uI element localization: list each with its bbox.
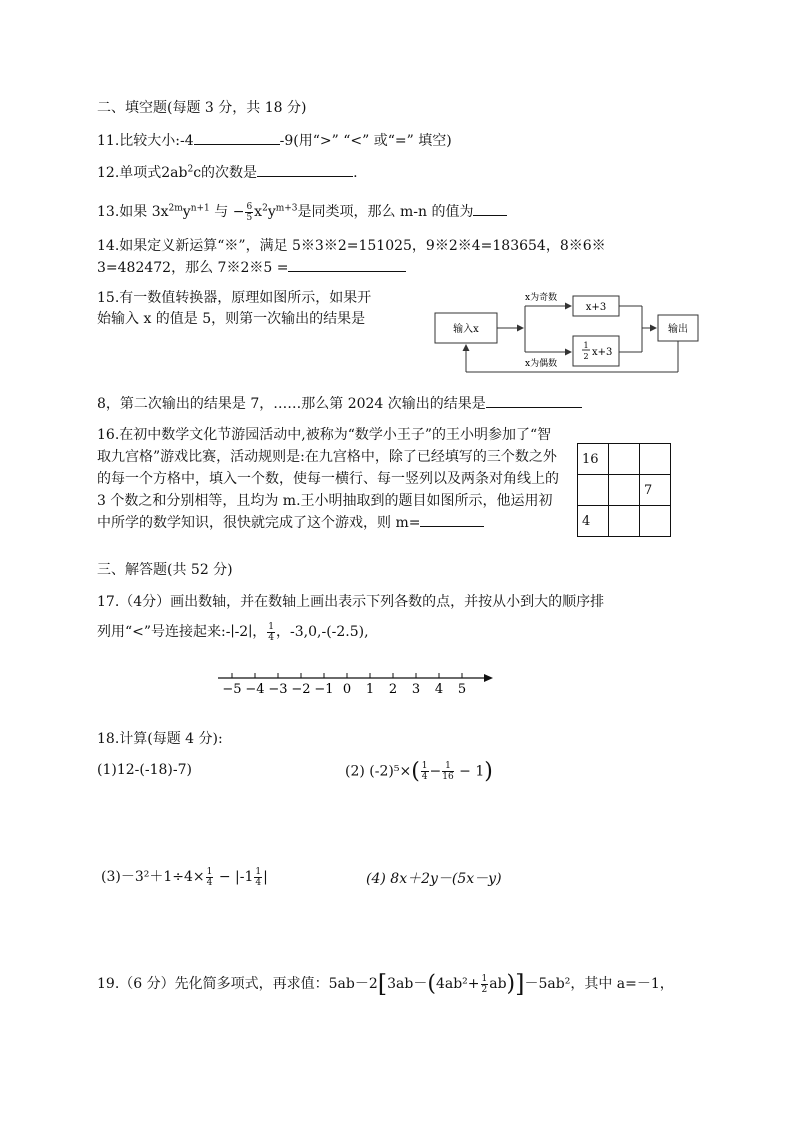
q15-line1: 15.有一数值转换器，原理如图所示，如果开 bbox=[97, 290, 372, 306]
q19-text: 19.（6 分）先化简多项式，再求值：5ab－2 bbox=[97, 976, 378, 992]
axis-tick-label: 4 bbox=[434, 682, 444, 697]
q17-line2 bbox=[97, 621, 369, 643]
q12-tail: . bbox=[353, 165, 358, 181]
question-13: 13.如果 $3x^{2m}y^{n+1}$ 与 − $\frac{6}{5}$ $x^2y^{m+3}$是同类项，那么 m-n 的值为 bbox=[97, 201, 507, 223]
odd-label: x为奇数 bbox=[525, 293, 558, 303]
axis-tick-label: −1 bbox=[314, 682, 334, 697]
q18-part4: (4) 8x＋2y－(5x－y) bbox=[366, 871, 502, 887]
q11-text: 11.比较大小:-4 bbox=[97, 133, 194, 149]
section-title: 三、解答题(共 52 分) bbox=[97, 562, 233, 578]
axis-tick-label: 1 bbox=[365, 682, 375, 697]
q14-line2 bbox=[97, 257, 406, 277]
q13-text: 与 bbox=[209, 204, 233, 220]
q13-fraction: $\frac{6}{5}$ bbox=[246, 201, 253, 223]
q12-blank bbox=[257, 162, 353, 177]
q13-var: x bbox=[254, 204, 263, 220]
grid-cell bbox=[609, 444, 640, 475]
q18-part1: (1)12-(-18)-7) bbox=[97, 762, 192, 778]
svg-text:2: 2 bbox=[583, 352, 589, 361]
number-line bbox=[215, 668, 500, 698]
axis-tick-label: 3 bbox=[411, 682, 421, 697]
question-12 bbox=[97, 162, 358, 182]
axis-tick-label: −4 bbox=[245, 682, 265, 697]
svg-text:1: 1 bbox=[583, 341, 589, 350]
grid-cell bbox=[609, 475, 640, 506]
q12-sup: 2 bbox=[187, 164, 194, 175]
q13-sup: n+1 bbox=[190, 203, 210, 214]
q13-prefix: 13.如果 3x bbox=[97, 204, 169, 220]
question-11 bbox=[97, 130, 452, 150]
even-label: x为偶数 bbox=[525, 359, 558, 369]
q16-text: 16.在初中数学文化节游园活动中,被称为“数学小王子”的王小明参加了“智取九宫格”游戏比赛，活动规则是:在九宫格中，除了已经填写的三个数之外的每一个方格中，填入一个数，使每一横行、每一竖列以及两条对角线上的 3 个数之和分别相等，且均为 m.王小明抽取到的题目如图所示，他运用初中所学的数学知识，很快就完成了这个游戏，则 m= bbox=[97, 427, 559, 531]
q11-blank bbox=[194, 130, 280, 145]
q13-sup: 2m bbox=[168, 203, 183, 214]
grid-cell: 16 bbox=[578, 444, 609, 475]
q15-blank bbox=[486, 393, 582, 408]
even-expr: x+3 bbox=[592, 347, 613, 358]
q13-blank bbox=[473, 201, 507, 216]
odd-expr: x+3 bbox=[585, 302, 607, 313]
axis-tick-label: 0 bbox=[342, 682, 352, 697]
grid-cell: 4 bbox=[578, 506, 609, 537]
q13-var: y bbox=[182, 204, 191, 220]
grid-cell bbox=[578, 475, 609, 506]
arrow-right-icon bbox=[484, 674, 493, 682]
axis-tick-label: −2 bbox=[291, 682, 311, 697]
q19-text-d: ab bbox=[489, 976, 507, 992]
q14-line1: 14.如果定义新运算“※”，满足 5※3※2=151025，9※2※4=183654，8※6※ bbox=[97, 238, 606, 254]
q18-p2-tail: − 1 bbox=[454, 763, 485, 780]
q18-p3-text: (3)－3²＋1÷4× bbox=[101, 869, 205, 885]
axis-tick-label: 2 bbox=[388, 682, 398, 697]
section-title: 二、填空题(每题 3 分，共 18 分) bbox=[97, 100, 307, 116]
q13-var: y bbox=[267, 204, 276, 220]
q17-text-b: ，-3,0,-(-2.5), bbox=[276, 624, 369, 640]
q15-line3 bbox=[97, 393, 582, 413]
q19-text-b: 3ab－ bbox=[387, 976, 428, 992]
question-19: 19.（6 分）先化简多项式，再求值：5ab－2[3ab－(4ab²+ $\frac{1}{2}$ ab)]－5ab²，其中 a=－1， bbox=[97, 970, 674, 998]
q12-text: 12.单项式2ab bbox=[97, 165, 188, 181]
axis-tick-label: 5 bbox=[457, 682, 467, 697]
input-label: 输入x bbox=[453, 324, 479, 335]
q18-p3-text-b: − |-1 bbox=[214, 869, 254, 885]
q17-fraction: $\frac{1}{4}$ bbox=[268, 621, 275, 643]
grid-cell bbox=[609, 506, 640, 537]
q18-title: 18.计算(每题 4 分): bbox=[97, 731, 223, 747]
grid-cell bbox=[640, 444, 671, 475]
q17-text: 列用“<”号连接起来:-∣-2∣， bbox=[97, 624, 267, 640]
q14-blank bbox=[288, 257, 406, 272]
q13-sup: 2 bbox=[262, 203, 268, 214]
axis-tick-label: −3 bbox=[268, 682, 288, 697]
q15-line2: 始输入 x 的值是 5，则第一次输出的结果是 bbox=[97, 311, 366, 327]
q14-text: 3=482472，那么 7※2※5 = bbox=[97, 260, 289, 276]
q18-part2: (2) (-2)⁵×( $\frac{1}{4}$ − $\frac{1}{16}$ − 1) bbox=[345, 759, 493, 784]
q15-text: 8，第二次输出的结果是 7，……那么第 2024 次输出的结果是 bbox=[97, 396, 486, 412]
q13-suffix: 是同类项，那么 m-n 的值为 bbox=[297, 204, 474, 220]
q19-text-c: 4ab²+ bbox=[435, 976, 480, 992]
magic-square bbox=[577, 443, 671, 537]
q18-part3: (3)－3²＋1÷4× $\frac{1}{4}$ − |-1 $\frac{1}{4}$ | bbox=[101, 866, 268, 888]
q18-p2-text: (2) (-2)⁵× bbox=[345, 763, 412, 780]
q19-text-e: －5ab²，其中 a=－1， bbox=[524, 976, 674, 992]
q13-sup: m+3 bbox=[275, 203, 298, 214]
q12-text-b: c的次数是 bbox=[193, 165, 258, 181]
axis-tick-label: −5 bbox=[222, 682, 242, 697]
grid-cell bbox=[640, 506, 671, 537]
grid-cell: 7 bbox=[640, 475, 671, 506]
q11-tail: -9(用“>” “<” 或“=” 填空) bbox=[279, 133, 452, 149]
q16-blank bbox=[420, 512, 484, 527]
converter-diagram bbox=[430, 286, 705, 382]
q17-line1: 17.（4分）画出数轴，并在数轴上画出表示下列各数的点，并按从小到大的顺序排 bbox=[97, 594, 605, 610]
output-label: 输出 bbox=[668, 324, 688, 335]
